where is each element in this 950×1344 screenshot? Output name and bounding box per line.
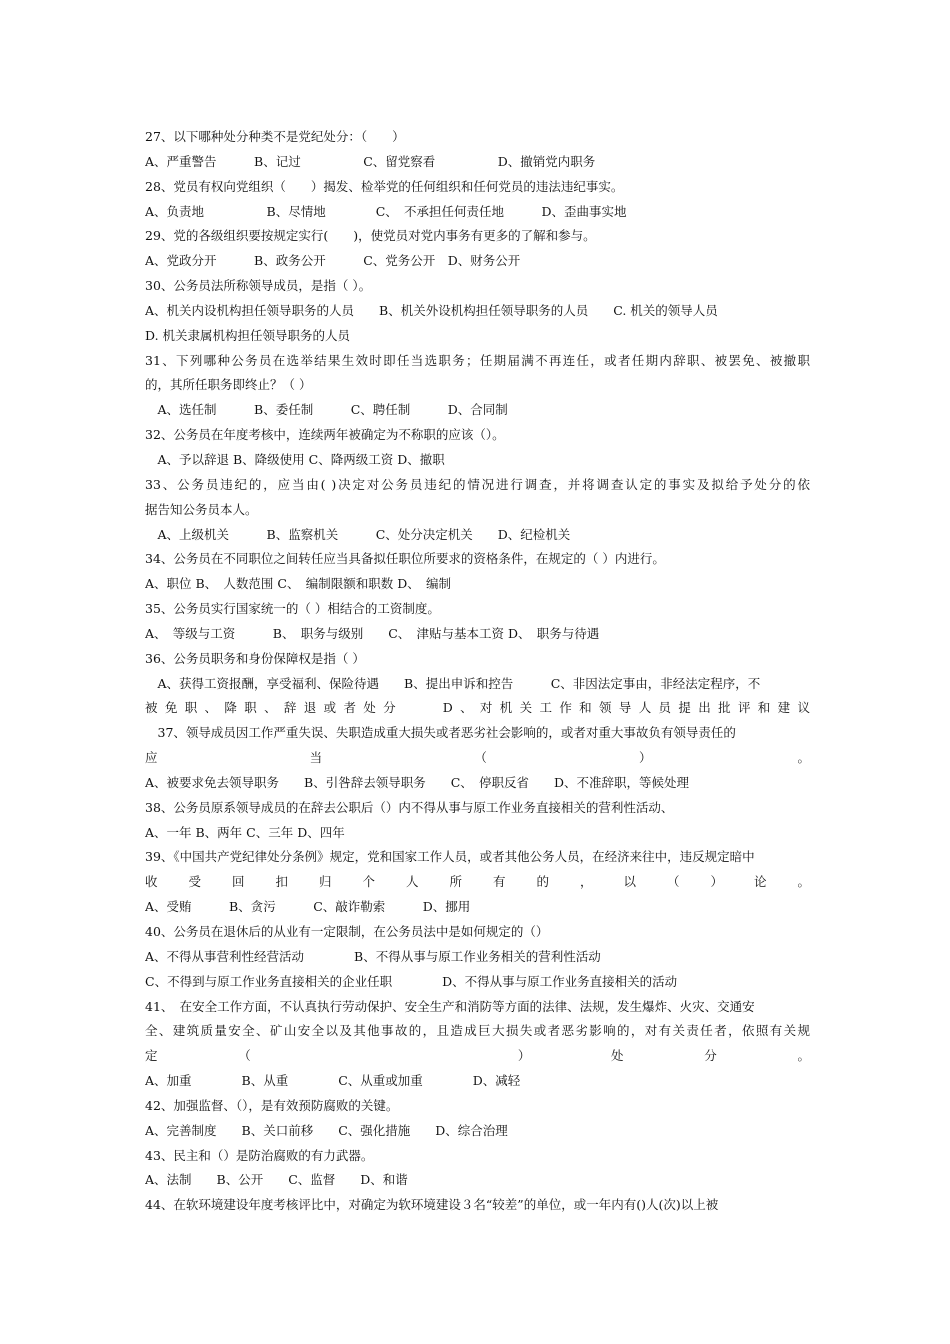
text-line: 37、领导成员因工作严重失误、失职造成重大损失或者恶劣社会影响的，或者对重大事故负有领导责任的 bbox=[145, 725, 736, 741]
text-line: 44、在软环境建设年度考核评比中，对确定为软环境建设３名“较差”的单位，或一年内有()人(次)以上被 bbox=[145, 1197, 719, 1213]
text-line: A、一年 B、两年 C、三年 D、四年 bbox=[145, 824, 345, 840]
text-line: 34、公务员在不同职位之间转任应当具备拟任职位所要求的资格条件，在规定的（ ）内进行。 bbox=[145, 551, 665, 567]
text-line bbox=[145, 1243, 810, 1268]
text-line: C、不得到与原工作业务直接相关的企业任职 D、不得从事与原工作业务直接相关的活动 bbox=[145, 973, 678, 989]
question-list bbox=[145, 125, 810, 1268]
text-line: A、加重 B、从重 C、从重或加重 D、减轻 bbox=[145, 1073, 521, 1089]
text-line: 被免职、降职、辞退或者处分 D、对机关工作和领导人员提出批评和建议 bbox=[145, 700, 810, 716]
text-line: 收受回扣归个人所有的，以（）论。 bbox=[145, 874, 810, 890]
text-line: A、负责地 B、尽情地 C、 不承担任何责任地 D、歪曲事实地 bbox=[145, 203, 627, 219]
text-line: 30、公务员法所称领导成员，是指（ ）。 bbox=[145, 278, 372, 294]
text-line: 35、公务员实行国家统一的（ ）相结合的工资制度。 bbox=[145, 601, 440, 617]
text-line: A、被要求免去领导职务 B、引咎辞去领导职务 C、 停职反省 D、不准辞职，等候处理 bbox=[145, 774, 690, 790]
text-line: A、予以辞退 B、降级使用 C、降两级工资 D、撤职 bbox=[145, 451, 445, 467]
text-line: A、机关内设机构担任领导职务的人员 B、机关外设机构担任领导职务的人员 C. 机关的领导人员 bbox=[145, 302, 718, 318]
text-line: A、严重警告 B、记过 C、留党察看 D、撤销党内职务 bbox=[145, 153, 596, 169]
text-line: A、获得工资报酬，享受福利、保险待遇 B、提出申诉和控告 C、非因法定事由，非经法定程序，不 bbox=[145, 675, 761, 691]
text-line: A、 等级与工资 B、 职务与级别 C、 津贴与基本工资 D、 职务与待遇 bbox=[145, 625, 600, 641]
text-line: 43、民主和（）是防治腐败的有力武器。 bbox=[145, 1147, 374, 1163]
text-line: A、法制 B、公开 C、监督 D、和谐 bbox=[145, 1172, 408, 1188]
text-line: 定（ ）处分。 bbox=[145, 1048, 810, 1064]
text-line: A、选任制 B、委任制 C、聘任制 D、合同制 bbox=[145, 402, 508, 418]
text-line: A、不得从事营利性经营活动 B、不得从事与原工作业务相关的营利性活动 bbox=[145, 948, 601, 964]
text-line: 28、党员有权向党组织（ ）揭发、检举党的任何组织和任何党员的违法违纪事实。 bbox=[145, 178, 624, 194]
text-line: 41、 在安全工作方面，不认真执行劳动保护、安全生产和消防等方面的法律、法规，发生爆炸、火灾、交通安 bbox=[145, 998, 755, 1014]
text-line: 32、公务员在年度考核中，连续两年被确定为不称职的应该（）。 bbox=[145, 427, 505, 443]
text-line: 38、公务员原系领导成员的在辞去公职后（）内不得从事与原工作业务直接相关的营利性活动、 bbox=[145, 799, 674, 815]
text-line: 据告知公务员本人。 bbox=[145, 501, 258, 517]
text-line: 40、公务员在退休后的从业有一定限制，在公务员法中是如何规定的（） bbox=[145, 924, 549, 939]
text-line: A、完善制度 B、关口前移 C、强化措施 D、综合治理 bbox=[145, 1122, 508, 1138]
text-line: 的，其所任职务即终止？（ ） bbox=[145, 377, 312, 393]
text-line: A、职位 B、 人数范围 C、 编制限额和职数 D、 编制 bbox=[145, 576, 451, 592]
text-line: 39、《中国共产党纪律处分条例》规定，党和国家工作人员，或者其他公务人员，在经济来往中，违反规定暗中 bbox=[145, 849, 755, 865]
text-line: 27、以下哪种处分种类不是党纪处分：（ ） bbox=[145, 129, 405, 144]
text-line: 33、公务员违纪的，应当由( )决定对公务员违纪的情况进行调查，并将调查认定的事实及拟给予处分的依 bbox=[145, 476, 810, 492]
text-line: 36、公务员职务和身份保障权是指（ ） bbox=[145, 650, 365, 666]
text-line: 全、建筑质量安全、矿山安全以及其他事故的，且造成巨大损失或者恶劣影响的，对有关责任者，依照有关规 bbox=[145, 1023, 810, 1039]
text-line: A、党政分开 B、政务公开 C、党务公开 D、财务公开 bbox=[145, 253, 521, 269]
text-line: 29、党的各级组织要按规定实行( )，使党员对党内事务有更多的了解和参与。 bbox=[145, 228, 596, 244]
text-line bbox=[145, 1218, 810, 1243]
text-line: 42、加强监督、（），是有效预防腐败的关键。 bbox=[145, 1097, 399, 1113]
text-line: A、上级机关 B、监察机关 C、处分决定机关 D、纪检机关 bbox=[145, 526, 571, 542]
text-line: A、受贿 B、贪污 C、敲诈勒索 D、挪用 bbox=[145, 899, 471, 915]
text-line: 31、下列哪种公务员在选举结果生效时即任当选职务；任期届满不再连任，或者任期内辞职、被罢免、被撤职 bbox=[145, 352, 810, 368]
text-line: D. 机关隶属机构担任领导职务的人员 bbox=[145, 327, 351, 343]
text-line: 应当（）。 bbox=[145, 750, 810, 766]
